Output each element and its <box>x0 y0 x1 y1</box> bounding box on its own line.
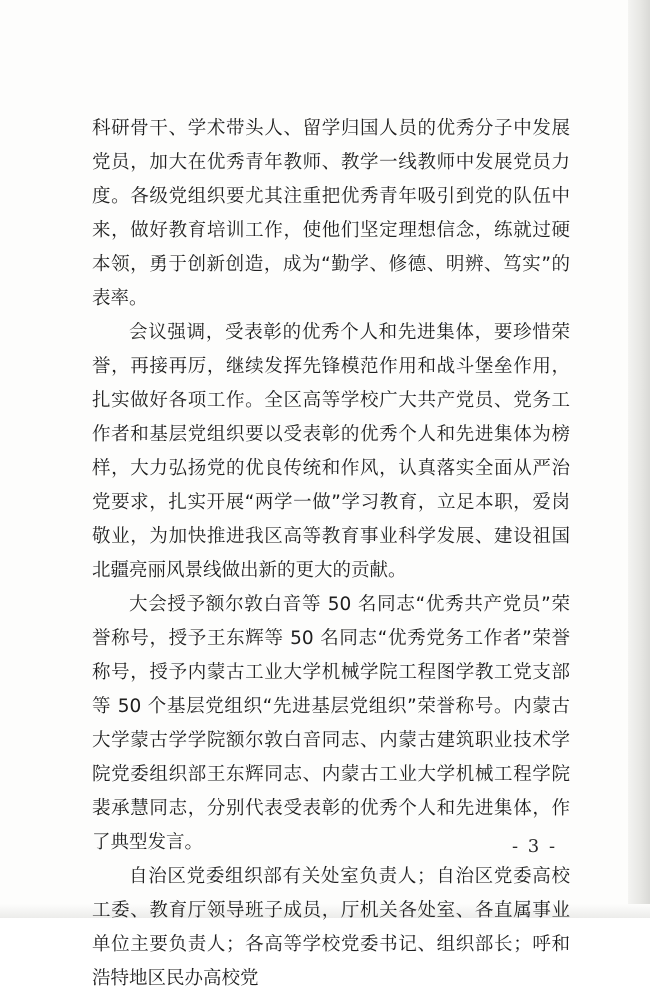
paragraph-meeting-emphasis: 会议强调，受表彰的优秀个人和先进集体，要珍惜荣誉，再接再厉，继续发挥先锋模范作用和战斗堡垒作用，扎实做好各项工作。全区高等学校广大共产党员、党务工作者和基层党组织要以受表彰的优秀个人和先进集体为榜样，大力弘扬党的优良传统和作风，认真落实全面从严治党要求，扎实开展“两学一做”学习教育，立足本职，爱岗敬业，为加快推进我区高等教育事业科学发展、建设祖国北疆亮丽风景线做出新的更大的贡献。 <box>92 322 570 581</box>
paragraph-awards: 大会授予额尔敦白音等 50 名同志“优秀共产党员”荣誉称号，授予王东辉等 50 名同志“优秀党务工作者”荣誉称号，授予内蒙古工业大学机械学院工程图学教工党支部等 50 个基层党组织“先进基层党组织”荣誉称号。内蒙古大学蒙古学学院额尔敦白音同志、内蒙古建筑职业技术学院党委组织部王东辉同志、内蒙古工业大学机械工程学院裴承慧同志，分别代表受表彰的优秀个人和先进集体，作了典型发言。 <box>92 594 570 853</box>
paragraph-attendees: 自治区党委组织部有关处室负责人；自治区党委高校工委、教育厅领导班子成员，厅机关各处室、各直属事业单位主要负责人；各高等学校党委书记、组织部长；呼和浩特地区民办高校党 <box>92 866 570 989</box>
page-number: - 3 - <box>512 836 558 857</box>
scan-shadow-right <box>628 0 650 918</box>
paragraph-continuation: 科研骨干、学术带头人、留学归国人员的优秀分子中发展党员，加大在优秀青年教师、教学一线教师中发展党员力度。各级党组织要尤其注重把优秀青年吸引到党的队伍中来，做好教育培训工作，使他们坚定理想信念，练就过硬本领，勇于创新创造，成为“勤学、修德、明辨、笃实”的表率。 <box>92 118 570 309</box>
body-text <box>92 112 570 996</box>
